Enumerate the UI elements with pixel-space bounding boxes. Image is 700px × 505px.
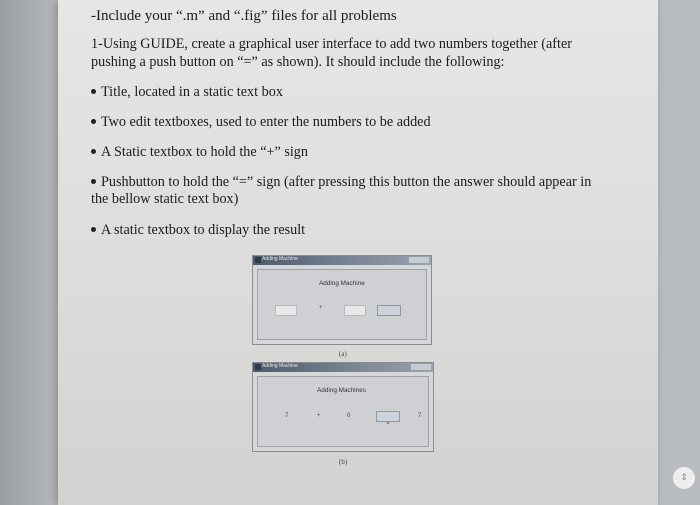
scroll-indicator-icon[interactable]: ⇕ (672, 466, 696, 490)
window-controls-icon (409, 257, 429, 263)
bullet-item: Two edit textboxes, used to enter the numbers to be added (91, 114, 431, 131)
bullet-item: A static textbox to display the result (91, 222, 305, 239)
result-value: 7 (418, 413, 422, 419)
bullet-continuation: the bellow static text box) (91, 191, 239, 207)
window-title: Adding Machine (262, 363, 298, 369)
window-titlebar (253, 363, 433, 372)
gui-panel (257, 376, 429, 447)
window-titlebar (253, 256, 431, 265)
equals-button[interactable] (376, 411, 400, 427)
figure-caption-a: (a) (339, 350, 347, 358)
gui-window-a (252, 255, 432, 345)
background-left (0, 0, 58, 505)
equals-button[interactable] (377, 305, 401, 316)
bullet-item: Title, located in a static text box (91, 84, 283, 101)
edit-box-2[interactable] (344, 305, 366, 316)
bullet-icon (91, 179, 96, 184)
problem-text-line-1: 1-Using GUIDE, create a graphical user interface to add two numbers together (after (91, 36, 572, 52)
bullet-item: Pushbutton to hold the “=” sign (after pressing this button the answer should appear in (91, 174, 591, 191)
bullet-icon (91, 227, 96, 232)
bullet-icon (91, 149, 96, 154)
problem-text-line-2: pushing a push button on “=” as shown). It should include the following: (91, 54, 505, 70)
plus-sign: + (319, 305, 323, 311)
equals-label: = (386, 421, 390, 427)
number-2-value[interactable]: 0 (347, 413, 351, 419)
edit-box-1[interactable] (275, 305, 297, 316)
gui-window-b (252, 362, 434, 452)
bullet-icon (91, 89, 96, 94)
window-title: Adding Machine (262, 256, 298, 262)
figure-caption-b: (b) (339, 458, 348, 466)
gui-panel (257, 269, 427, 340)
number-1-value[interactable]: 7 (285, 413, 289, 419)
gui-title: Adding Machine (319, 280, 365, 287)
app-icon (255, 257, 261, 263)
app-icon (255, 364, 261, 370)
window-controls-icon (411, 364, 431, 370)
plus-sign: + (317, 413, 321, 419)
document-page (58, 0, 658, 505)
gui-title: Adding Machines (317, 387, 367, 394)
bullet-item: A Static textbox to hold the “+” sign (91, 144, 308, 161)
instruction-line: -Include your “.m” and “.fig” files for all problems (91, 8, 397, 24)
bullet-icon (91, 119, 96, 124)
